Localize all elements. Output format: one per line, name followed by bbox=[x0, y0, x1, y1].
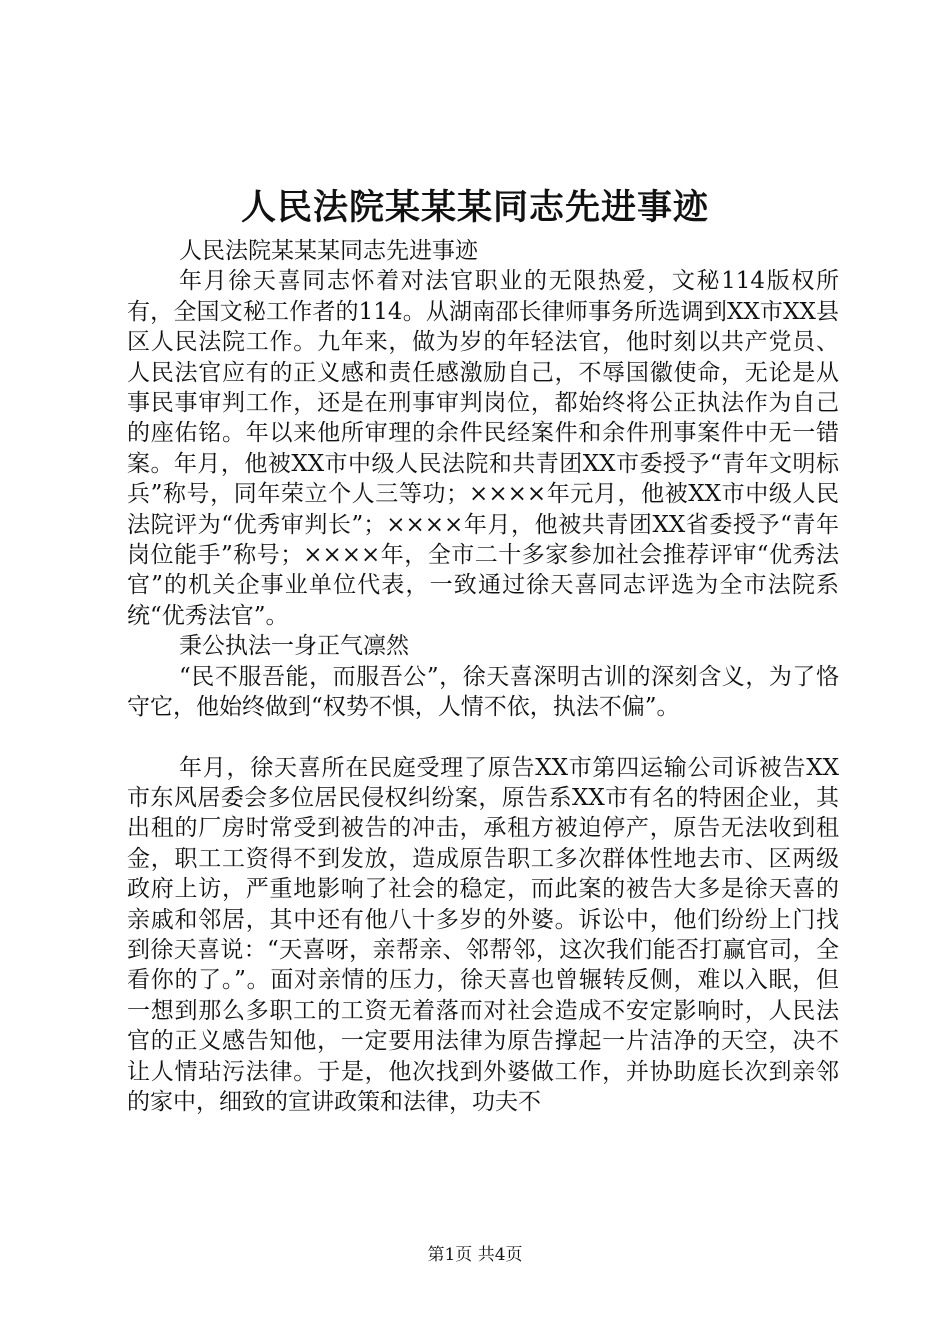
page-number-footer: 第1页 共4页 bbox=[427, 1245, 523, 1265]
paragraph-quote: “民不服吾能，而服吾公”，徐天喜深明古训的深刻含义，为了恪守它，他始终做到“权势不惧，人情不依，执法不偏”。 bbox=[127, 663, 839, 721]
paragraph-introduction: 年月徐天喜同志怀着对法官职业的无限热爱，文秘114版权所有，全国文秘工作者的114。从湖南邵长律师事务所选调到XX市XX县区人民法院工作。九年来，做为岁的年轻法官，他时刻以共产党员、人民法官应有的正义感和责任感激励自己，不辱国徽使命，无论是从事民事审判工作，还是在刑事审判岗位，都始终将公正执法作为自己的座佑铭。年以来他所审理的余件民经案件和余件刑事案件中无一错案。年月，他被XX市中级人民法院和共青团XX市委授予“青年文明标兵”称号，同年荣立个人三等功；××××年元月，他被XX市中级人民法院评为“优秀审判长”；××××年月，他被共青团XX省委授予“青年岗位能手”称号；××××年，全市二十多家参加社会推荐评审“优秀法官”的机关企事业单位代表，一致通过徐天喜同志评选为全市法院系统“优秀法官”。 bbox=[127, 268, 839, 629]
document-body bbox=[127, 236, 839, 1117]
paragraph-section-heading: 秉公执法一身正气凛然 bbox=[179, 633, 409, 660]
paragraph-case-story: 年月，徐天喜所在民庭受理了原告XX市第四运输公司诉被告XX市东风居委会多位居民侵权纠纷案，原告系XX市有名的特困企业，其出租的厂房时常受到被告的冲击，承租方被迫停产，原告无法收到租金，职工工资得不到发放，造成原告职工多次群体性地去市、区两级政府上访，严重地影响了社会的稳定，而此案的被告大多是徐天喜的亲戚和邻居，其中还有他八十多岁的外婆。诉讼中，他们纷纷上门找到徐天喜说：“天喜呀，亲帮亲、邻帮邻，这次我们能否打赢官司，全看你的了。”。面对亲情的压力，徐天喜也曾辗转反侧，难以入眠，但一想到那么多职工的工资无着落而对社会造成不安定影响时，人民法官的正义感告知他，一定要用法律为原告撑起一片洁净的天空，决不让人情玷污法律。于是，他次找到外婆做工作，并协助庭长次到亲邻的家中，细致的宣讲政策和法律，功夫不 bbox=[127, 754, 839, 1115]
paragraph-subtitle: 人民法院某某某同志先进事迹 bbox=[179, 238, 478, 264]
document-title: 人民法院某某某同志先进事迹 bbox=[240, 187, 709, 228]
